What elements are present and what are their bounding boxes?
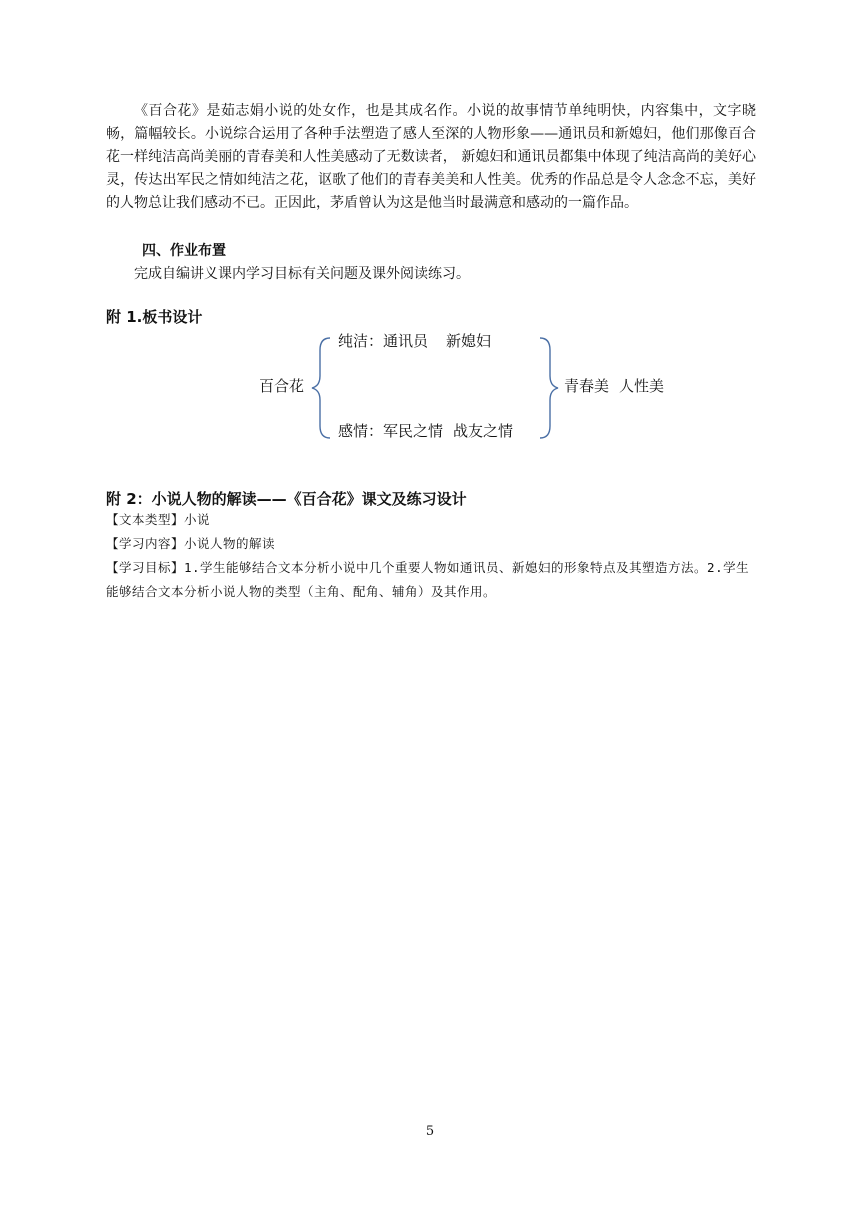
study-goal-paragraph: 【学习目标】1.学生能够结合文本分析小说中几个重要人物如通讯员、新媳妇的形象特点及其塑造方法。2.学生能够结合文本分析小说人物的类型（主角、配角、辅角）及其作用。 bbox=[106, 560, 750, 599]
board-human-beauty: 人性美 bbox=[619, 377, 665, 395]
board-youth-beauty: 青春美 bbox=[564, 377, 610, 395]
board-theme bbox=[564, 375, 664, 396]
board-army-civilian: 军民之情 bbox=[383, 422, 444, 440]
board-bride: 新媳妇 bbox=[446, 332, 492, 350]
board-purity-label: 纯洁： bbox=[338, 332, 384, 350]
left-brace-icon bbox=[310, 336, 334, 440]
board-comrades: 战友之情 bbox=[453, 422, 514, 440]
text-type-line: 【文本类型】小说 bbox=[106, 512, 211, 527]
board-messenger: 通讯员 bbox=[383, 332, 429, 350]
study-content-line: 【学习内容】小说人物的解读 bbox=[106, 536, 276, 551]
board-row-feeling bbox=[338, 420, 513, 441]
right-brace-icon bbox=[538, 336, 562, 440]
intro-paragraph: 《百合花》是茹志娟小说的处女作，也是其成名作。小说的故事情节单纯明快，内容集中，文字晓畅，篇幅较长。小说综合运用了各种手法塑造了感人至深的人物形象——通讯员和新媳妇，他们那像百合花一样纯洁高尚美丽的青春美和人性美感动了无数读者， 新媳妇和通讯员都集中体现了纯洁高尚的美好心灵，传达出军民之情如纯洁之花，讴歌了他们的青春美美和人性美。优秀的作品总是令人念念不忘，美好的人物总让我们感动不已。正因此，茅盾曾认为这是他当时最满意和感动的一篇作品。 bbox=[106, 103, 756, 211]
board-root-label: 百合花 bbox=[259, 377, 305, 395]
board-feeling-label: 感情： bbox=[338, 422, 384, 440]
page-number: 5 bbox=[425, 1124, 435, 1139]
appendix-2-title: 附 2：小说人物的解读——《百合花》课文及练习设计 bbox=[106, 490, 467, 508]
appendix-1-title: 附 1.板书设计 bbox=[106, 308, 203, 326]
section-heading-homework: 四、作业布置 bbox=[142, 243, 226, 259]
board-row-purity bbox=[338, 330, 491, 351]
homework-text: 完成自编讲义课内学习目标有关问题及课外阅读练习。 bbox=[134, 266, 470, 282]
